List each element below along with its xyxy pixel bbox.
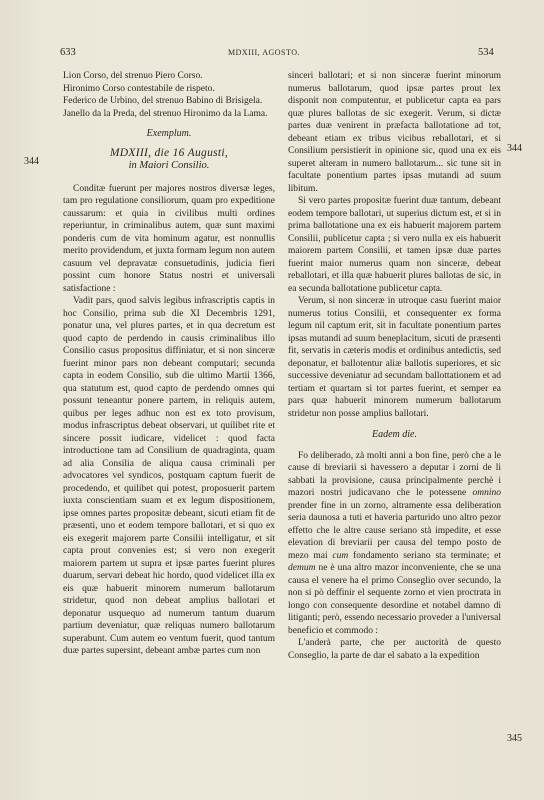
text-run: ne è una altro mazor inconveniente, che se una causa el venere ha el primo Conseglio over secundo, la non si pò deffinir el sequente zorno et vien proctrata in longo con consequente desordine et notabel damno di litiganti; però, essendo necessario proveder a l'universal beneficio et commodo :	[288, 563, 501, 636]
name-entry: Hironimo Corso contestabile de rispeto.	[63, 83, 215, 94]
margin-number-344-right: 344	[507, 143, 522, 154]
decree-title	[63, 147, 275, 173]
name-entry: Janello da la Preda, del strenuo Hironimo da la Lama.	[63, 108, 268, 119]
paragraph: Conditæ fuerunt per majores nostros diversæ leges, tam pro regulatione consiliorum, quam pro expeditione caussarum: et quia in civilibus multi ordines reperiuntur, in criminalibus autem, quæ sunt maximi ponderis cum de vita hominum agatur, est nonnullis merito providendum, et juxta formam legum non autem casuum vel depravatæ consuetudinis, judicia fieri possint cum honore Status nostri et universali satisfactione :	[63, 183, 275, 294]
left-page-number: 633	[60, 47, 76, 58]
paragraph: Si vero partes propositæ fuerint duæ tantum, debeant eodem tempore ballotari, ut superius dictum est, et si in prima ballotatione una ex eis habuerit majorem partem Consilii, publicetur capta ; si vero nulla ex eis habuerit maiorem partem Consilii, et tamen ipsæ duæ partes fuerint maior numerus quam non sinceræ, debeat reballotari, et illa quæ habuerit plures ballotas de sic, in ea secunda ballotatione publicetur capta.	[288, 196, 501, 294]
text-run: prender fine in un zorno, altramente essa deliberation seria daunosa a tuti et haveria parturido uno altro pezor effetto che le altre cause seriano stà impedite, et esse elevation di breviarii per causa del tempo posto de mezo mai	[288, 500, 501, 561]
right-page-number: 534	[478, 47, 494, 58]
italic-word: cum	[332, 550, 349, 561]
italic-word: omnino	[472, 488, 501, 498]
page-header	[0, 47, 544, 61]
paragraph: sinceri ballotari; et si non sinceræ fuerint minorum numerus ballotarum, quod ipsæ partes prout lex disponit non computentur, et publicetur capta ea pars quæ plures ballotas de sic exegerit. Verum, si dictæ partes duæ venirent in præfacta ballotatione ad tot, debeant etiam ex tribus vicibus reballotari, et si Consilium persistierit in opinione sic, quod una ex eis superet alteram in numero ballotarum... sic tune sit in facultate ponentium partes ipsas mutandi ad suum libitum.	[288, 71, 501, 194]
name-entry: Federico de Urbino, del strenuo Babino di Brisigela.	[63, 96, 263, 106]
running-title: MDXIII, AGOSTO.	[228, 48, 301, 57]
decree-title-date: MDXIII, die 16 Augusti,	[109, 146, 229, 159]
exemplum-heading: Exemplum.	[146, 128, 192, 139]
left-column	[63, 70, 275, 658]
paragraph	[288, 450, 501, 638]
name-entry: Lion Corso, del strenuo Piero Corso.	[63, 71, 203, 81]
margin-number-344-left: 344	[24, 156, 39, 167]
text-run: fondamento seriano sta terminate; et	[348, 550, 501, 561]
text-run: Fo deliberado, zà molti anni a bon fine, però che a le cause di breviarii si havessero a deputar i zorni de li sabbati la provisione, causa principalmente perchè i mazori nostri judicavano che le potessene	[288, 450, 501, 498]
right-column	[288, 70, 501, 662]
decree-title-council: in Maiori Consilio.	[128, 160, 210, 171]
paragraph: L'anderà parte, che per auctorità de questo Conseglio, la parte de dar el sabato a la expedition	[288, 638, 501, 661]
eadem-die-heading: Eadem die.	[372, 429, 417, 440]
margin-number-345-right: 345	[507, 733, 522, 744]
paragraph: Vadit pars, quod salvis legibus infrascriptis captis in hoc Consilio, prima sub die XI Decembris 1291, ponatur una, vel plures partes, et in qua decretum est quod capto de perdendo in causis criminalibus illo Consilio casus propositus diffiniatur, et si non sinceræ fuerint minor pars non debeant computari; secunda capta in eodem Consilio, sub die ultimo Martii 1366, qua statutum est, quod capto de perdendo omnes qui possunt teneantur ponere partem, in reliquis autem, quibus per leges adhuc non est ex toto provisum, modus infrascriptus debeat observari, ut quilibet rite et sincere possit iudicare, videlicet : quod facta introductione tam ad Consilium de quadraginta, quam ad alia Consilia de aliqua causa criminali per advocatores vel syndicos, postquam captum fuerit de procedendo, et quilibet qui potest, proposuerit partem iuxta conscientiam suam et ex legum dispositionem, ipse omnes partes propositæ debeant, sicuti etiam fit de præsenti, uno et eodem tempore ballotari, et si quo ex eis exegerit majorem parte Consilii intelligatur, et sit capta prout convenies est; si vero non exegerit maiorem partem ut supra et ipsæ partes fuerint plures duarum, servari debeat hic hordo, quod videlicet illa ex eis quæ habuerit minorem numerum ballotarum stridetur, quod non debeat amplius ballotari et deponatur usquequo ad numerum tantum duarum partium deveniatur, quæ reliquas numero ballotarum superabunt. Cum autem eo ventum fuerit, quod tantum duæ partes supersint, debeant ambæ partes cum non	[63, 296, 275, 656]
paragraph: Verum, si non sinceræ in utroque casu fuerint maior numerus totius Consilii, et consequenter ex forma legum nil captum erit, sit in facultate ponentium partes ipsas mutandi ad suum beneplacitum, sicuti de præsenti fit, servatis in cæteris modis et ordinibus antedictis, sed deponatur, et ballotentur aliæ ballotis superiores, et sic successive deveniatur ad secundam ballottationem et ad tertiam et quartam si tot partes fuerint, et semper ea pars quæ habuerit minorem numerum ballotarum stridetur non posse amplius ballotari.	[288, 296, 501, 419]
italic-word: demum	[288, 563, 316, 573]
